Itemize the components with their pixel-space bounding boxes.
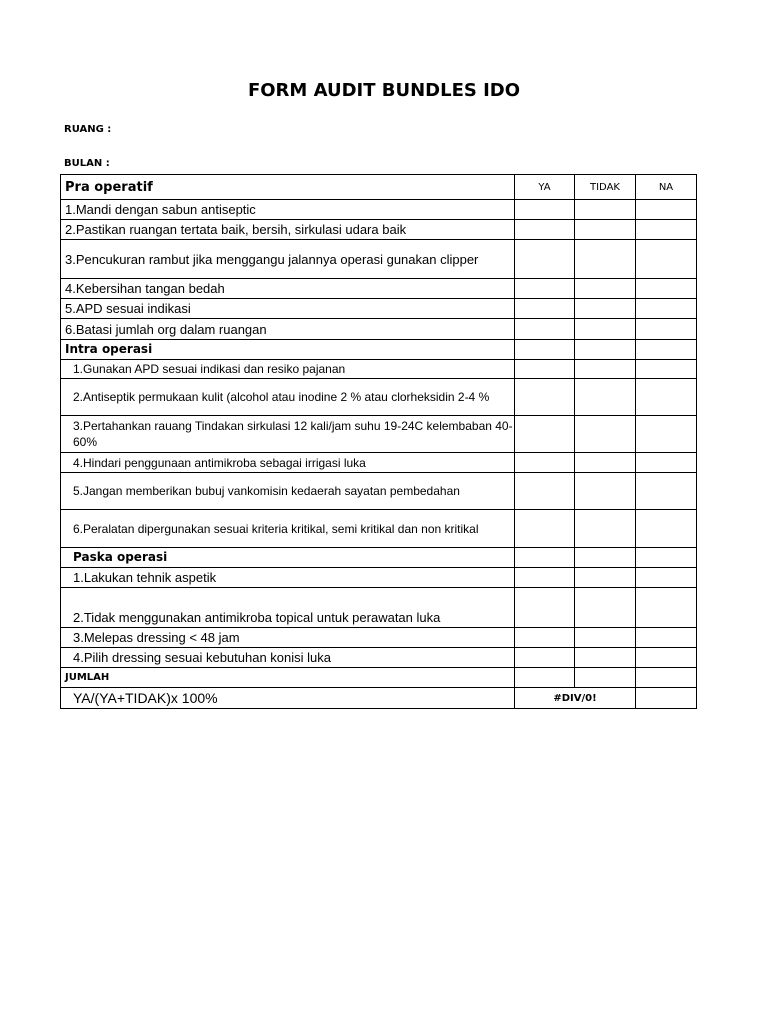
- tidak-cell[interactable]: [575, 628, 636, 648]
- item-label: 1.Mandi dengan sabun antiseptic: [61, 200, 515, 220]
- col-header-ya: YA: [515, 175, 575, 200]
- tidak-cell[interactable]: [575, 416, 636, 453]
- item-label: 5.Jangan memberikan bubuj vankomisin kedaerah sayatan pembedahan: [61, 473, 515, 510]
- item-label: 2.Pastikan ruangan tertata baik, bersih, sirkulasi udara baik: [61, 220, 515, 240]
- tidak-cell[interactable]: [575, 473, 636, 510]
- na-cell[interactable]: [636, 453, 697, 473]
- jumlah-tidak-cell[interactable]: [575, 668, 636, 688]
- tidak-cell[interactable]: [575, 279, 636, 299]
- table-row: [61, 220, 697, 240]
- na-cell[interactable]: [636, 473, 697, 510]
- item-label: 6.Batasi jumlah org dalam ruangan: [61, 319, 515, 340]
- tidak-cell[interactable]: [575, 200, 636, 220]
- na-cell[interactable]: [636, 240, 697, 279]
- tidak-cell[interactable]: [575, 240, 636, 279]
- tidak-cell[interactable]: [575, 453, 636, 473]
- formula-result: #DIV/0!: [515, 688, 636, 709]
- ya-cell[interactable]: [515, 379, 575, 416]
- jumlah-row: [61, 668, 697, 688]
- jumlah-na-cell[interactable]: [636, 668, 697, 688]
- ya-cell[interactable]: [515, 648, 575, 668]
- ya-cell[interactable]: [515, 510, 575, 548]
- tidak-cell[interactable]: [575, 299, 636, 319]
- item-label: 1.Gunakan APD sesuai indikasi dan resiko pajanan: [61, 360, 515, 379]
- ya-cell[interactable]: [515, 319, 575, 340]
- pra-header-row: [61, 175, 697, 200]
- table-row: [61, 319, 697, 340]
- table-row: [61, 379, 697, 416]
- formula-label: YA/(YA+TIDAK)x 100%: [61, 688, 515, 709]
- tidak-cell[interactable]: [575, 588, 636, 628]
- ya-cell[interactable]: [515, 453, 575, 473]
- ya-cell[interactable]: [515, 299, 575, 319]
- ya-cell[interactable]: [515, 473, 575, 510]
- ya-cell[interactable]: [515, 220, 575, 240]
- na-cell[interactable]: [636, 200, 697, 220]
- section-header-paska: Paska operasi: [61, 548, 515, 568]
- section-header-intra: Intra operasi: [61, 340, 515, 360]
- item-label: 2.Antiseptik permukaan kulit (alcohol atau inodine 2 % atau clorheksidin 2-4 %: [61, 379, 515, 416]
- table-row: [61, 299, 697, 319]
- formula-na-cell[interactable]: [636, 688, 697, 709]
- ya-cell[interactable]: [515, 588, 575, 628]
- na-cell[interactable]: [636, 648, 697, 668]
- table-row: [61, 510, 697, 548]
- item-label: 4.Kebersihan tangan bedah: [61, 279, 515, 299]
- item-label: 1.Lakukan tehnik aspetik: [61, 568, 515, 588]
- bulan-label: BULAN :: [64, 158, 110, 169]
- tidak-cell[interactable]: [575, 220, 636, 240]
- ya-cell[interactable]: [515, 360, 575, 379]
- ya-cell[interactable]: [515, 200, 575, 220]
- ruang-label: RUANG :: [64, 124, 112, 135]
- col-header-tidak: TIDAK: [575, 175, 636, 200]
- col-header-na: NA: [636, 175, 697, 200]
- table-row: [61, 588, 697, 628]
- table-row: [61, 628, 697, 648]
- item-label: 3.Pertahankan rauang Tindakan sirkulasi 12 kali/jam suhu 19-24C kelembaban 40-60%: [61, 416, 515, 453]
- table-row: [61, 360, 697, 379]
- na-cell[interactable]: [636, 220, 697, 240]
- formula-row: [61, 688, 697, 709]
- na-cell[interactable]: [636, 628, 697, 648]
- section-header-pra: Pra operatif: [61, 175, 515, 200]
- na-cell[interactable]: [636, 510, 697, 548]
- na-cell[interactable]: [636, 360, 697, 379]
- ya-cell[interactable]: [515, 628, 575, 648]
- tidak-cell[interactable]: [575, 568, 636, 588]
- item-label: 3.Melepas dressing < 48 jam: [61, 628, 515, 648]
- ya-cell[interactable]: [515, 568, 575, 588]
- tidak-cell[interactable]: [575, 360, 636, 379]
- table-row: [61, 200, 697, 220]
- ya-cell[interactable]: [515, 279, 575, 299]
- tidak-cell[interactable]: [575, 510, 636, 548]
- ya-cell[interactable]: [515, 416, 575, 453]
- table-row: [61, 416, 697, 453]
- table-row: [61, 473, 697, 510]
- item-label: 5.APD sesuai indikasi: [61, 299, 515, 319]
- audit-table: [60, 174, 697, 709]
- table-row: [61, 568, 697, 588]
- jumlah-label: JUMLAH: [61, 668, 515, 688]
- na-cell[interactable]: [636, 279, 697, 299]
- tidak-cell[interactable]: [575, 648, 636, 668]
- table-row: [61, 279, 697, 299]
- jumlah-ya-cell[interactable]: [515, 668, 575, 688]
- intra-header-row: [61, 340, 697, 360]
- item-label: 4.Hindari penggunaan antimikroba sebagai irrigasi luka: [61, 453, 515, 473]
- tidak-cell[interactable]: [575, 379, 636, 416]
- table-row: [61, 648, 697, 668]
- paska-header-row: [61, 548, 697, 568]
- na-cell[interactable]: [636, 588, 697, 628]
- item-label: 2.Tidak menggunakan antimikroba topical untuk perawatan luka: [61, 588, 515, 628]
- form-title: FORM AUDIT BUNDLES IDO: [247, 80, 521, 101]
- table-row: [61, 240, 697, 279]
- item-label: 6.Peralatan dipergunakan sesuai kriteria kritikal, semi kritikal dan non kritikal: [61, 510, 515, 548]
- na-cell[interactable]: [636, 319, 697, 340]
- item-label: 3.Pencukuran rambut jika menggangu jalannya operasi gunakan clipper: [61, 240, 515, 279]
- ya-cell[interactable]: [515, 240, 575, 279]
- na-cell[interactable]: [636, 299, 697, 319]
- tidak-cell[interactable]: [575, 319, 636, 340]
- item-label: 4.Pilih dressing sesuai kebutuhan konisi luka: [61, 648, 515, 668]
- na-cell[interactable]: [636, 416, 697, 453]
- na-cell[interactable]: [636, 568, 697, 588]
- na-cell[interactable]: [636, 379, 697, 416]
- table-row: [61, 453, 697, 473]
